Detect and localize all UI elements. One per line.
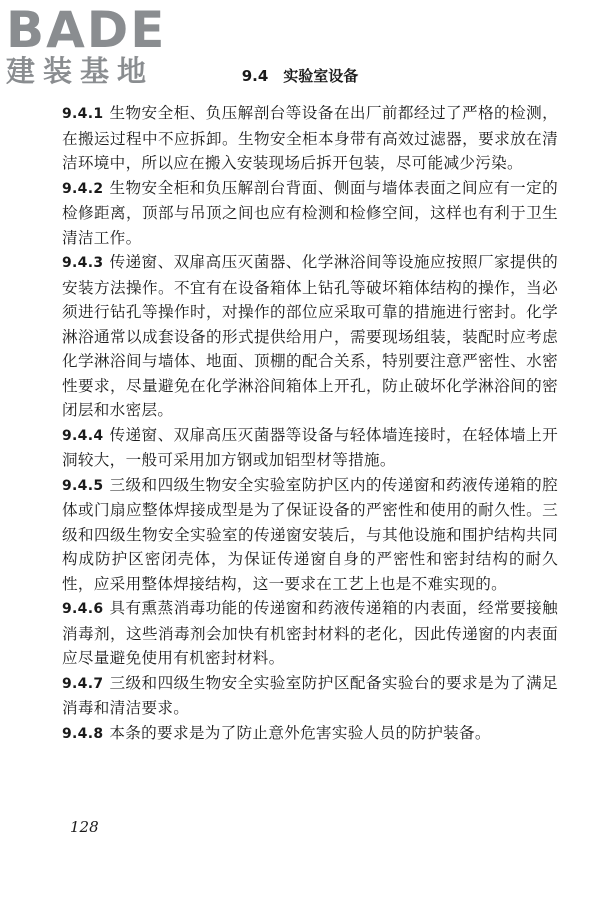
clause-text: 生物安全柜、负压解剖台等设备在出厂前都经过了严格的检测，在搬运过程中不应拆卸。生物安全柜本身带有高效过滤器，要求放在清洁环境中，所以应在搬入安装现场后拆开包装，尽可能减少污染。: [62, 104, 558, 172]
logo-subtitle: 建装基地: [6, 54, 155, 88]
logo-wordmark: BADE: [6, 1, 167, 59]
clause-9-4-3: [62, 250, 558, 423]
clause-text: 三级和四级生物安全实验室防护区配备实验台的要求是为了满足消毒和清洁要求。: [62, 673, 558, 717]
clause-9-4-8: [62, 721, 558, 747]
clause-text: 生物安全柜和负压解剖台背面、侧面与墙体表面之间应有一定的检修距离，顶部与吊顶之间也应有检测和检修空间，这样也有利于卫生清洁工作。: [62, 178, 558, 247]
clause-9-4-4: [62, 423, 558, 473]
clause-number: 9.4.1: [62, 106, 104, 122]
clause-9-4-6: [62, 596, 558, 671]
clause-list: [62, 101, 558, 746]
clause-text: 三级和四级生物安全实验室防护区内的传递窗和药液传递箱的腔体或门扇应整体焊接成型是为了保证设备的严密性和使用的耐久性。三级和四级生物安全实验室的传递窗安装后，与其他设施和围护结构共同构成防护区密闭壳体，为保证传递窗自身的严密性和密封结构的耐久性，应采用整体焊接结构，这一要求在工艺上也是不难实现的。: [62, 475, 558, 593]
clause-9-4-5: [62, 473, 558, 597]
clause-number: 9.4.2: [62, 180, 104, 197]
clause-text: 具有熏蒸消毒功能的传递窗和药液传递箱的内表面，经常要接触消毒剂，这些消毒剂会加快有机密封材料的老化，因此传递窗的内表面应尽量避免使用有机密封材料。: [62, 599, 558, 667]
clause-9-4-2: [62, 176, 558, 251]
clause-number: 9.4.4: [62, 427, 104, 444]
clause-number: 9.4.7: [62, 675, 104, 692]
clause-number: 9.4.8: [62, 725, 104, 742]
clause-9-4-7: [62, 671, 558, 721]
clause-text: 传递窗、双扉高压灭菌器、化学淋浴间等设施应按照厂家提供的安装方法操作。不宜有在设备箱体上钻孔等破坏箱体结构的操作，当必须进行钻孔等操作时，对操作的部位应采取可靠的措施进行密封。化学淋浴通常以成套设备的形式提供给用户，需要现场组装，装配时应考虑化学淋浴间与墙体、地面、顶棚的配合关系，特别要注意严密性、水密性要求，尽量避免在化学淋浴间箱体上开孔，防止破坏化学淋浴间的密闭层和水密层。: [62, 253, 558, 419]
clause-number: 9.4.6: [62, 601, 104, 617]
clause-9-4-1: [62, 101, 558, 176]
clause-text: 本条的要求是为了防止意外危害实验人员的防护装备。: [109, 723, 491, 742]
clause-number: 9.4.3: [62, 255, 104, 271]
section-title: 9.4 实验室设备: [241, 67, 359, 85]
page-number: 128: [70, 818, 99, 836]
clause-text: 传递窗、双扉高压灭菌器等设备与轻体墙连接时，在轻体墙上开洞较大，一般可采用加方钢或加铝型材等措施。: [62, 425, 558, 469]
clause-number: 9.4.5: [62, 477, 104, 494]
